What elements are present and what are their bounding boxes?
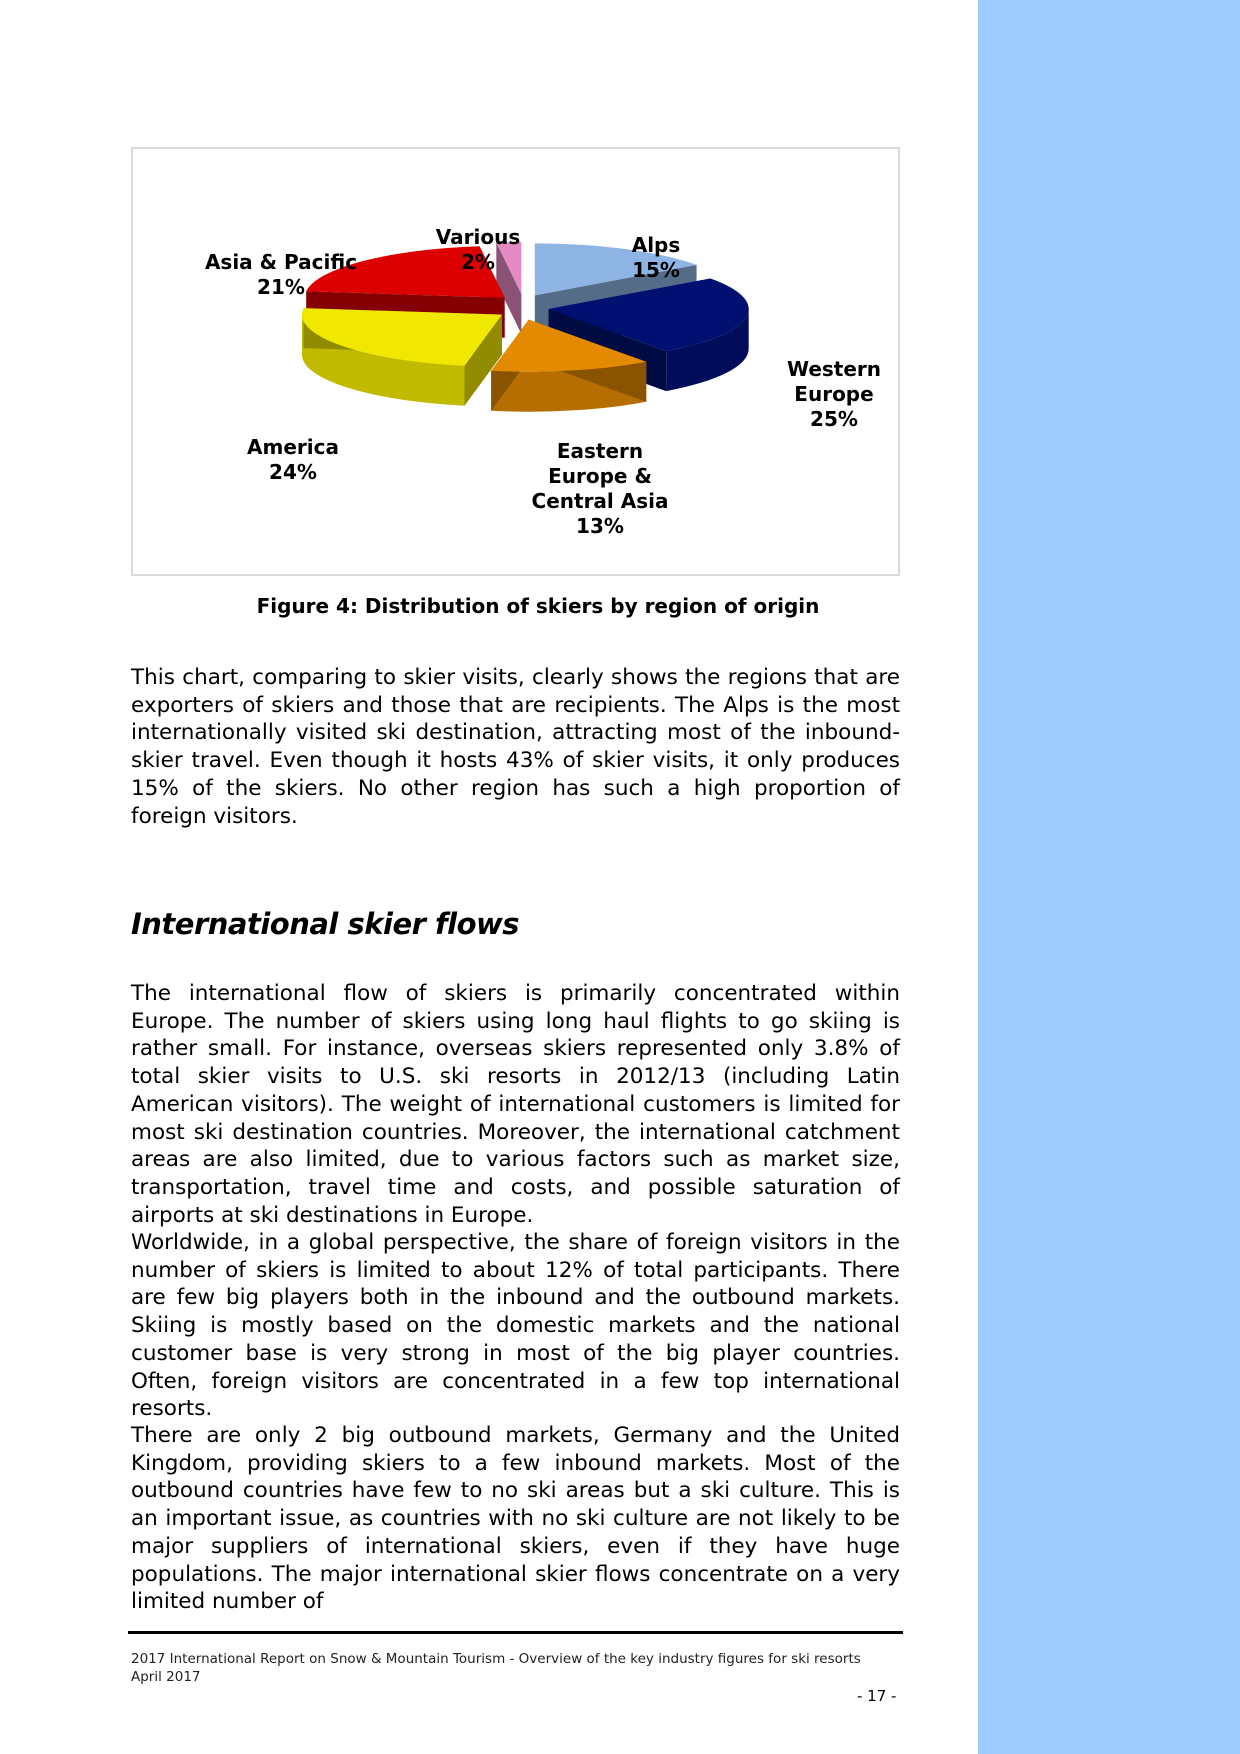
- paragraph-3: Worldwide, in a global perspective, the share of foreign visitors in the number of skiers is limited to about 12% of total participants. There are few big players both in the inbound and the outbound markets. Skiing is mostly based on the domestic markets and the national customer base is very strong in most of the big player countries. Often, foreign visitors are concentrated in a few top international resorts.: [131, 1230, 900, 1422]
- paragraph-1: This chart, comparing to skier visits, clearly shows the regions that are exporters of skiers and those that are recipients. The Alps is the most internationally visited ski destination, attracting most of the inbound-skier travel. Even though it hosts 43% of skier visits, it only produces 15% of the skiers. No other region has such a high proportion of foreign visitors.: [131, 665, 900, 829]
- pie-chart: [131, 147, 900, 576]
- footer-rule: [128, 1631, 903, 1634]
- label-western-europe: Western Europe 25%: [786, 357, 882, 431]
- pie-slice-america: [302, 308, 502, 406]
- page-number: - 17 -: [857, 1687, 897, 1705]
- sidebar-band: [978, 0, 1240, 1754]
- label-asia-pacific: Asia & Pacific 21%: [204, 250, 358, 299]
- label-eastern-europe: Eastern Europe & Central Asia 13%: [531, 439, 669, 538]
- section-heading: International skier flows: [131, 907, 520, 941]
- paragraph-4: There are only 2 big outbound markets, Germany and the United Kingdom, providing skiers to a few inbound markets. Most of the outbound countries have few to no ski areas but a ski culture. This is an important issue, as countries with no ski culture are not likely to be major suppliers of international skiers, even if they have huge populations. The major international skier flows concentrate on a very limited number of: [131, 1423, 900, 1615]
- figure-caption: Figure 4: Distribution of skiers by region of origin: [256, 594, 820, 618]
- footer-report-title: 2017 International Report on Snow & Mountain Tourism - Overview of the key industry figures for ski resorts: [131, 1651, 861, 1667]
- paragraph-2: The international flow of skiers is primarily concentrated within Europe. The number of skiers using long haul flights to go skiing is rather small. For instance, overseas skiers represented only 3.8% of total skier visits to U.S. ski resorts in 2012/13 (including Latin American visitors). The weight of international customers is limited for most ski destination countries. Moreover, the international catchment areas are also limited, due to various factors such as market size, transportation, travel time and costs, and possible saturation of airports at ski destinations in Europe.: [131, 981, 900, 1228]
- label-various: Various 2%: [435, 225, 521, 274]
- label-america: America 24%: [247, 435, 339, 484]
- footer-date: April 2017: [131, 1669, 201, 1685]
- label-alps: Alps 15%: [631, 233, 681, 282]
